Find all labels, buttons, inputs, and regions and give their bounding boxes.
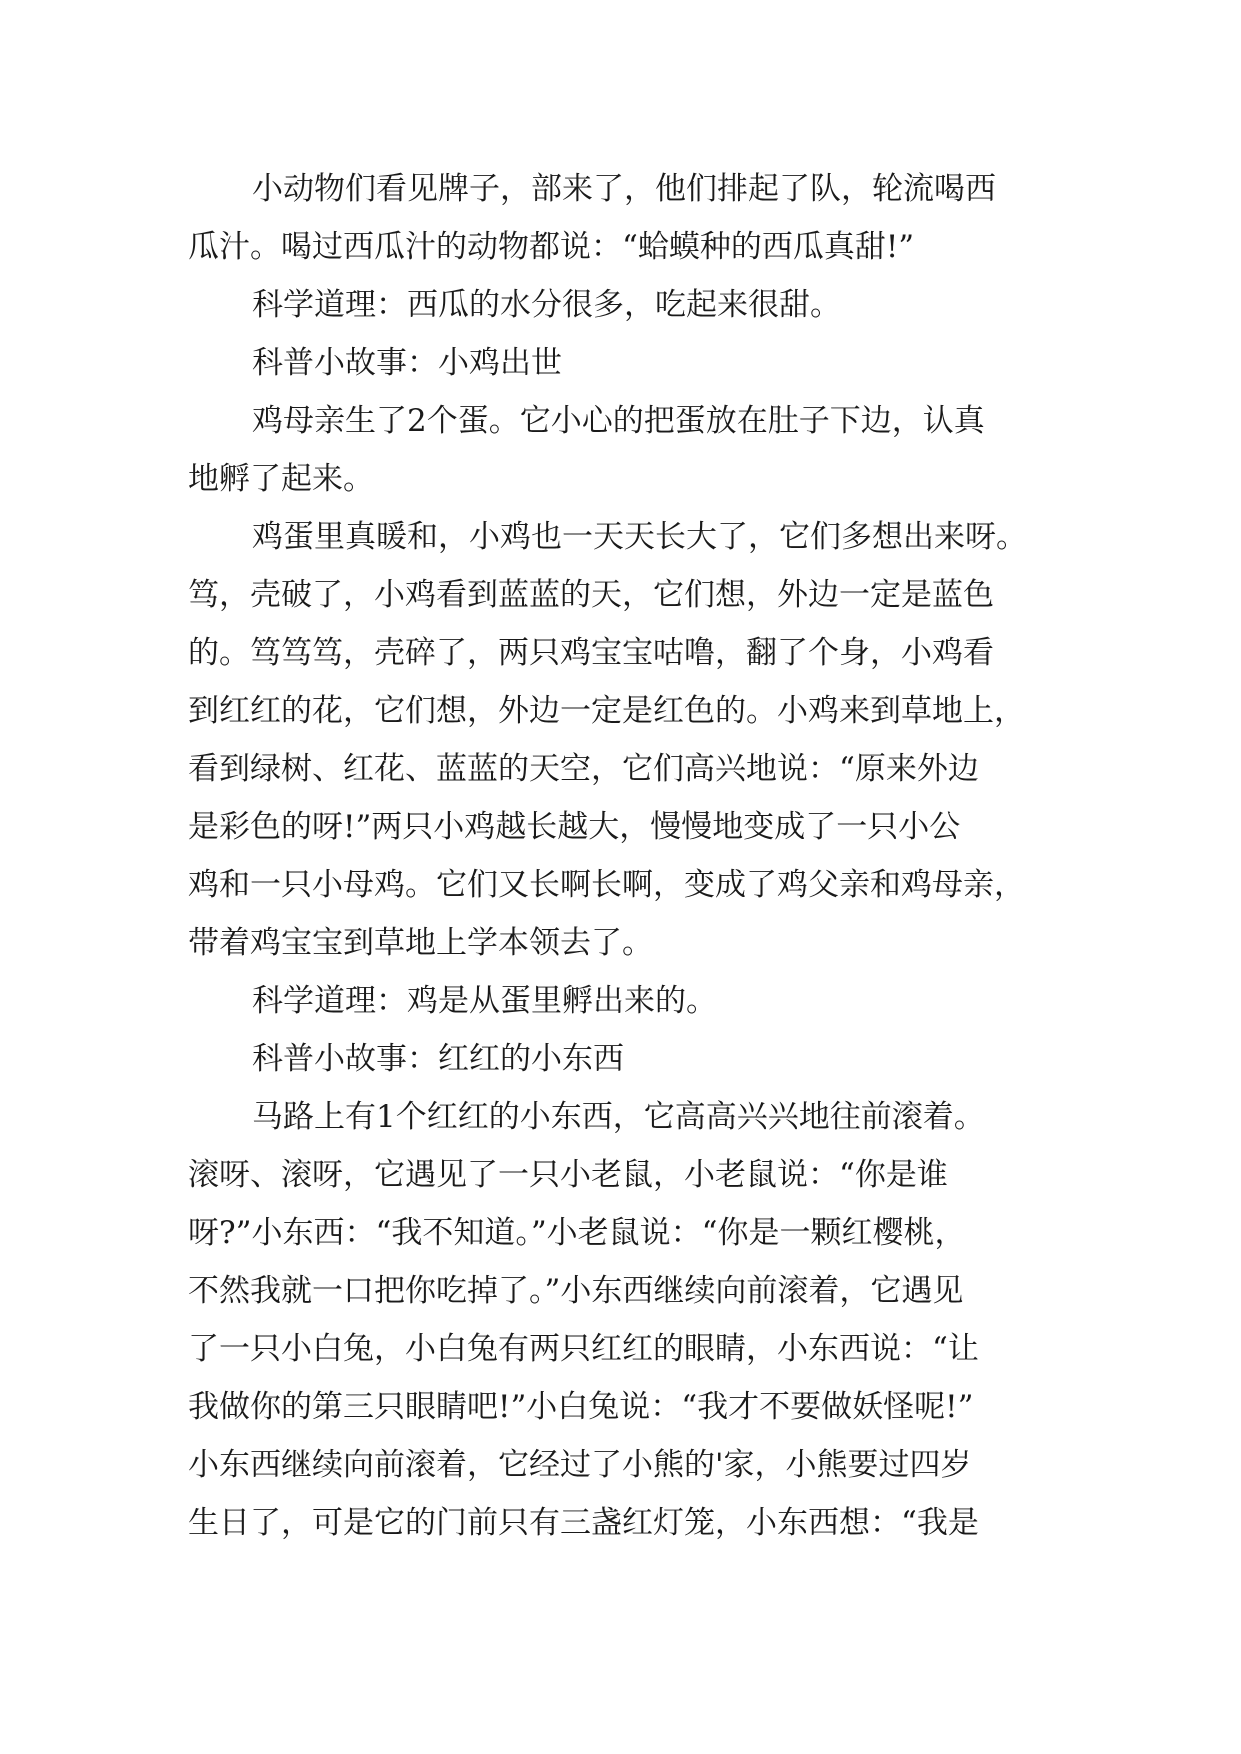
text-line: 的。笃笃笃，壳碎了，两只鸡宝宝咕噜，翻了个身，小鸡看 [188, 635, 994, 671]
text-line: 生日了，可是它的门前只有三盏红灯笼，小东西想：“我是 [188, 1505, 979, 1541]
text-line: 地孵了起来。 [188, 461, 374, 497]
text-line: 小动物们看见牌子，部来了，他们排起了队，轮流喝西 [252, 171, 996, 207]
text-line: 鸡和一只小母鸡。它们又长啊长啊，变成了鸡父亲和鸡母亲， [188, 867, 1025, 903]
text-line: 是彩色的呀!”两只小鸡越长越大，慢慢地变成了一只小公 [188, 809, 961, 845]
text-line: 瓜汁。喝过西瓜汁的动物都说：“蛤蟆种的西瓜真甜!” [188, 229, 915, 265]
text-line: 小东西继续向前滚着，它经过了小熊的'家，小熊要过四岁 [188, 1447, 972, 1483]
text-line: 鸡母亲生了2个蛋。它小心的把蛋放在肚子下边，认真 [252, 403, 985, 439]
text-line: 科学道理：西瓜的水分很多，吃起来很甜。 [252, 287, 841, 323]
text-line: 笃，壳破了，小鸡看到蓝蓝的天，它们想，外边一定是蓝色 [188, 577, 994, 613]
text-line: 带着鸡宝宝到草地上学本领去了。 [188, 925, 653, 961]
text-line: 我做你的第三只眼睛吧!”小白兔说：“我才不要做妖怪呢!” [188, 1389, 974, 1425]
text-line: 滚呀、滚呀，它遇见了一只小老鼠，小老鼠说：“你是谁 [188, 1157, 948, 1193]
text-line: 马路上有1个红红的小东西，它高高兴兴地往前滚着。 [252, 1099, 985, 1135]
text-line: 呀?”小东西：“我不知道。”小老鼠说：“你是一颗红樱桃， [188, 1215, 966, 1251]
text-line: 了一只小白兔，小白兔有两只红红的眼睛，小东西说：“让 [188, 1331, 979, 1367]
text-line: 鸡蛋里真暖和，小鸡也一天天长大了，它们多想出来呀。 [252, 519, 1027, 555]
section-heading: 科普小故事：红红的小东西 [252, 1041, 624, 1077]
text-line: 到红红的花，它们想，外边一定是红色的。小鸡来到草地上， [188, 693, 1025, 729]
text-line: 科学道理：鸡是从蛋里孵出来的。 [252, 983, 717, 1019]
text-line: 不然我就一口把你吃掉了。”小东西继续向前滚着，它遇见 [188, 1273, 964, 1309]
story-text-block [188, 160, 1058, 1552]
section-heading: 科普小故事：小鸡出世 [252, 345, 562, 381]
text-line: 看到绿树、红花、蓝蓝的天空，它们高兴地说：“原来外边 [188, 751, 979, 787]
